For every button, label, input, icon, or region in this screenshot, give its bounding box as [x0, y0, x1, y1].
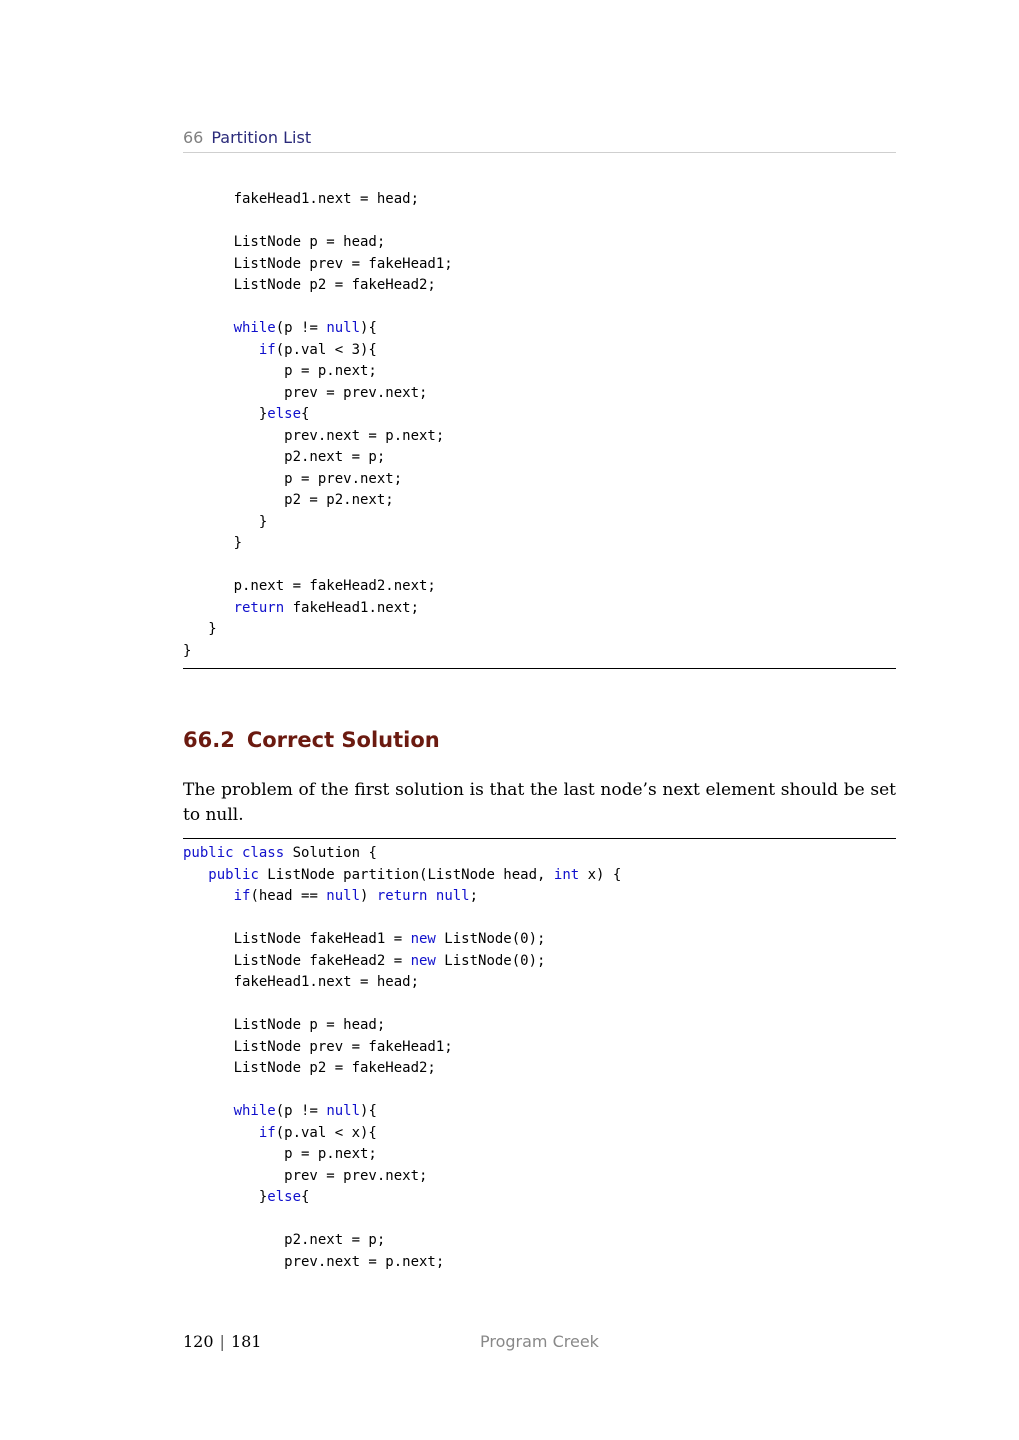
footer-publisher: Program Creek [480, 1332, 599, 1351]
code-keyword: while [233, 1103, 276, 1119]
code-line: while(p != null){ [233, 1103, 377, 1119]
code-line: } [183, 621, 217, 637]
code-line: ListNode fakeHead1 = new ListNode(0); [183, 931, 546, 947]
code-keyword: public [208, 866, 259, 883]
code-line: }else{ [183, 1189, 310, 1205]
code-keyword: while [233, 320, 276, 336]
code-line: ListNode p2 = fakeHead2; [183, 277, 436, 293]
current-page: 120 [183, 1332, 214, 1351]
code-keyword: return [233, 599, 285, 616]
code-line: public ListNode partition(ListNode head, int x) { [208, 866, 622, 883]
running-header [183, 128, 896, 153]
code-block-first-solution [183, 189, 453, 662]
code-line: p2.next = p; [183, 1232, 386, 1248]
code-line: fakeHead1.next = head; [183, 191, 420, 207]
code-line: ListNode prev = fakeHead1; [183, 1038, 453, 1055]
code-keyword: else [267, 1189, 302, 1205]
code-line: prev.next = p.next; [183, 427, 445, 444]
footer-page-number [183, 1332, 261, 1351]
code-line: prev = prev.next; [183, 384, 428, 401]
code-line: p = prev.next; [183, 470, 403, 487]
code-line: if(p.val < x){ [258, 1124, 377, 1141]
code-line: prev.next = p.next; [183, 1253, 445, 1270]
code-line: }else{ [183, 406, 310, 422]
code-line: ListNode p2 = fakeHead2; [183, 1060, 436, 1076]
code-keyword: null [326, 1103, 361, 1119]
code-keyword: new [410, 952, 436, 969]
code-block-correct-solution [183, 843, 621, 1273]
code-block-bottom-rule [183, 668, 896, 669]
code-keyword: null [326, 320, 361, 336]
code-keyword: null [326, 888, 361, 904]
code-line: ListNode p = head; [183, 1017, 386, 1033]
code-line: p2 = p2.next; [183, 492, 394, 508]
code-keyword: if [258, 341, 276, 358]
code-line: p = p.next; [183, 1146, 377, 1162]
section-number: 66.2 [183, 728, 235, 752]
chapter-title: Partition List [211, 128, 312, 147]
code-keyword: null [435, 888, 470, 904]
body-paragraph: The problem of the first solution is that the last node’s next element should be set to null. [183, 780, 896, 825]
code-line: while(p != null){ [233, 320, 377, 336]
code-keyword: else [267, 406, 302, 422]
code-line: if(head == null) return null; [233, 888, 479, 904]
section-title: Correct Solution [246, 728, 440, 752]
code-keyword: return [376, 888, 428, 904]
page-separator: | [219, 1332, 225, 1351]
code-block-top-rule [183, 838, 896, 839]
code-keyword: if [233, 888, 251, 904]
code-line: } [183, 642, 192, 659]
code-line: public class Solution { [183, 845, 377, 861]
code-line: prev = prev.next; [183, 1167, 428, 1184]
code-line: p.next = fakeHead2.next; [183, 578, 436, 594]
code-keyword: public class [183, 845, 285, 861]
code-keyword: new [410, 931, 436, 947]
section-heading [183, 728, 440, 752]
code-keyword: int [553, 866, 580, 883]
total-pages: 181 [230, 1332, 262, 1351]
code-line: if(p.val < 3){ [258, 341, 377, 358]
code-line: } [183, 513, 268, 530]
code-line: p2.next = p; [183, 449, 386, 465]
chapter-number: 66 [183, 128, 204, 147]
code-line: p = p.next; [183, 363, 377, 379]
code-line: fakeHead1.next = head; [183, 974, 420, 990]
code-line: return fakeHead1.next; [233, 599, 420, 616]
code-line: ListNode fakeHead2 = new ListNode(0); [183, 952, 546, 969]
code-keyword: if [258, 1124, 276, 1141]
code-line: ListNode p = head; [183, 234, 386, 250]
code-line: ListNode prev = fakeHead1; [183, 255, 453, 272]
code-line: } [183, 535, 243, 551]
